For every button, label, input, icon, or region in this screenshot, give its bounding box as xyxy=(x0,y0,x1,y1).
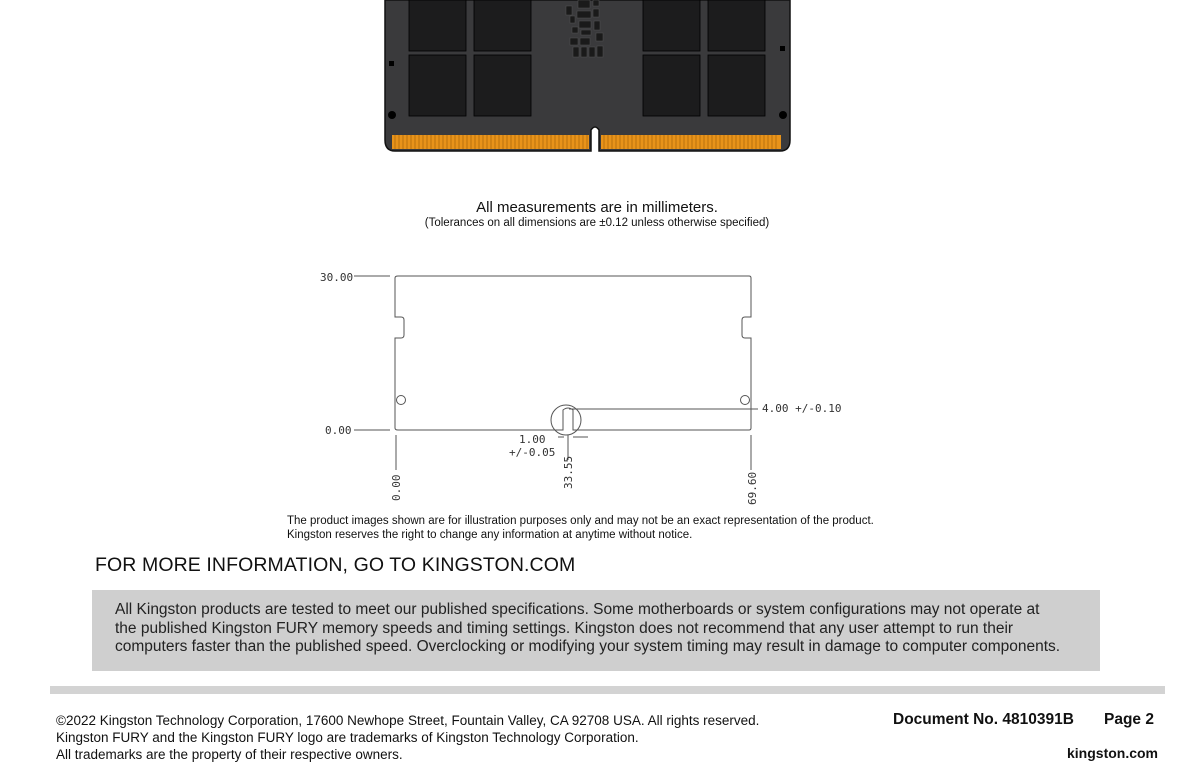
dim-notch-width-tol: +/-0.05 xyxy=(509,446,556,459)
dim-height-bottom: 0.00 xyxy=(325,424,352,437)
footer-copyright: ©2022 Kingston Technology Corporation, 17600 Newhope Street, Fountain Valley, CA 92708 USA. All rights reserved. xyxy=(56,713,760,728)
notice-line1: All Kingston products are tested to meet our published specifications. Some motherboards or system configurations may not operate at xyxy=(115,601,1040,618)
dim-x-notch: 33.55 xyxy=(562,455,575,489)
notice-line2: the published Kingston FURY memory speeds and timing settings. Kingston does not recommend that any user attempt to run their xyxy=(115,619,1014,637)
dim-height-top: 30.00 xyxy=(320,271,354,284)
disclaimer-line1: The product images shown are for illustration purposes only and may not be an exact representation of the product. xyxy=(287,515,874,527)
disclaimer xyxy=(287,514,874,542)
page-number: Page 2 xyxy=(1104,711,1154,728)
footer-trademark-2: All trademarks are the property of their respective owners. xyxy=(56,747,403,762)
hole-left xyxy=(397,396,406,405)
measurements-subtitle: (Tolerances on all dimensions are ±0.12 unless otherwise specified) xyxy=(424,217,770,229)
notice-box xyxy=(92,590,1100,671)
memory-module-illustration xyxy=(380,0,800,160)
dim-x-right: 69.60 xyxy=(746,471,759,505)
dimension-drawing xyxy=(300,260,860,510)
dim-x-left: 0.00 xyxy=(390,474,403,501)
measurements-title: All measurements are in millimeters. xyxy=(476,199,718,216)
footer-legal xyxy=(56,712,759,763)
hole-right xyxy=(741,396,750,405)
footer-trademark-1: Kingston FURY and the Kingston FURY logo are trademarks of Kingston Technology Corporation. xyxy=(56,730,639,745)
website-link[interactable]: kingston.com xyxy=(1067,745,1159,761)
dim-notch-depth: 4.00 +/-0.10 xyxy=(762,402,842,415)
disclaimer-line2: Kingston reserves the right to change any information at anytime without notice. xyxy=(287,529,693,541)
footer-divider xyxy=(50,686,1165,694)
notice-line3: computers faster than the published speed. Overclocking or modifying your system timing may result in damage to computer components. xyxy=(115,638,1061,656)
dim-notch-width: 1.00 xyxy=(519,433,546,446)
gold-contacts xyxy=(392,135,781,149)
document-number: Document No. 4810391B xyxy=(893,711,1074,728)
more-info-heading: FOR MORE INFORMATION, GO TO KINGSTON.COM xyxy=(95,554,576,576)
